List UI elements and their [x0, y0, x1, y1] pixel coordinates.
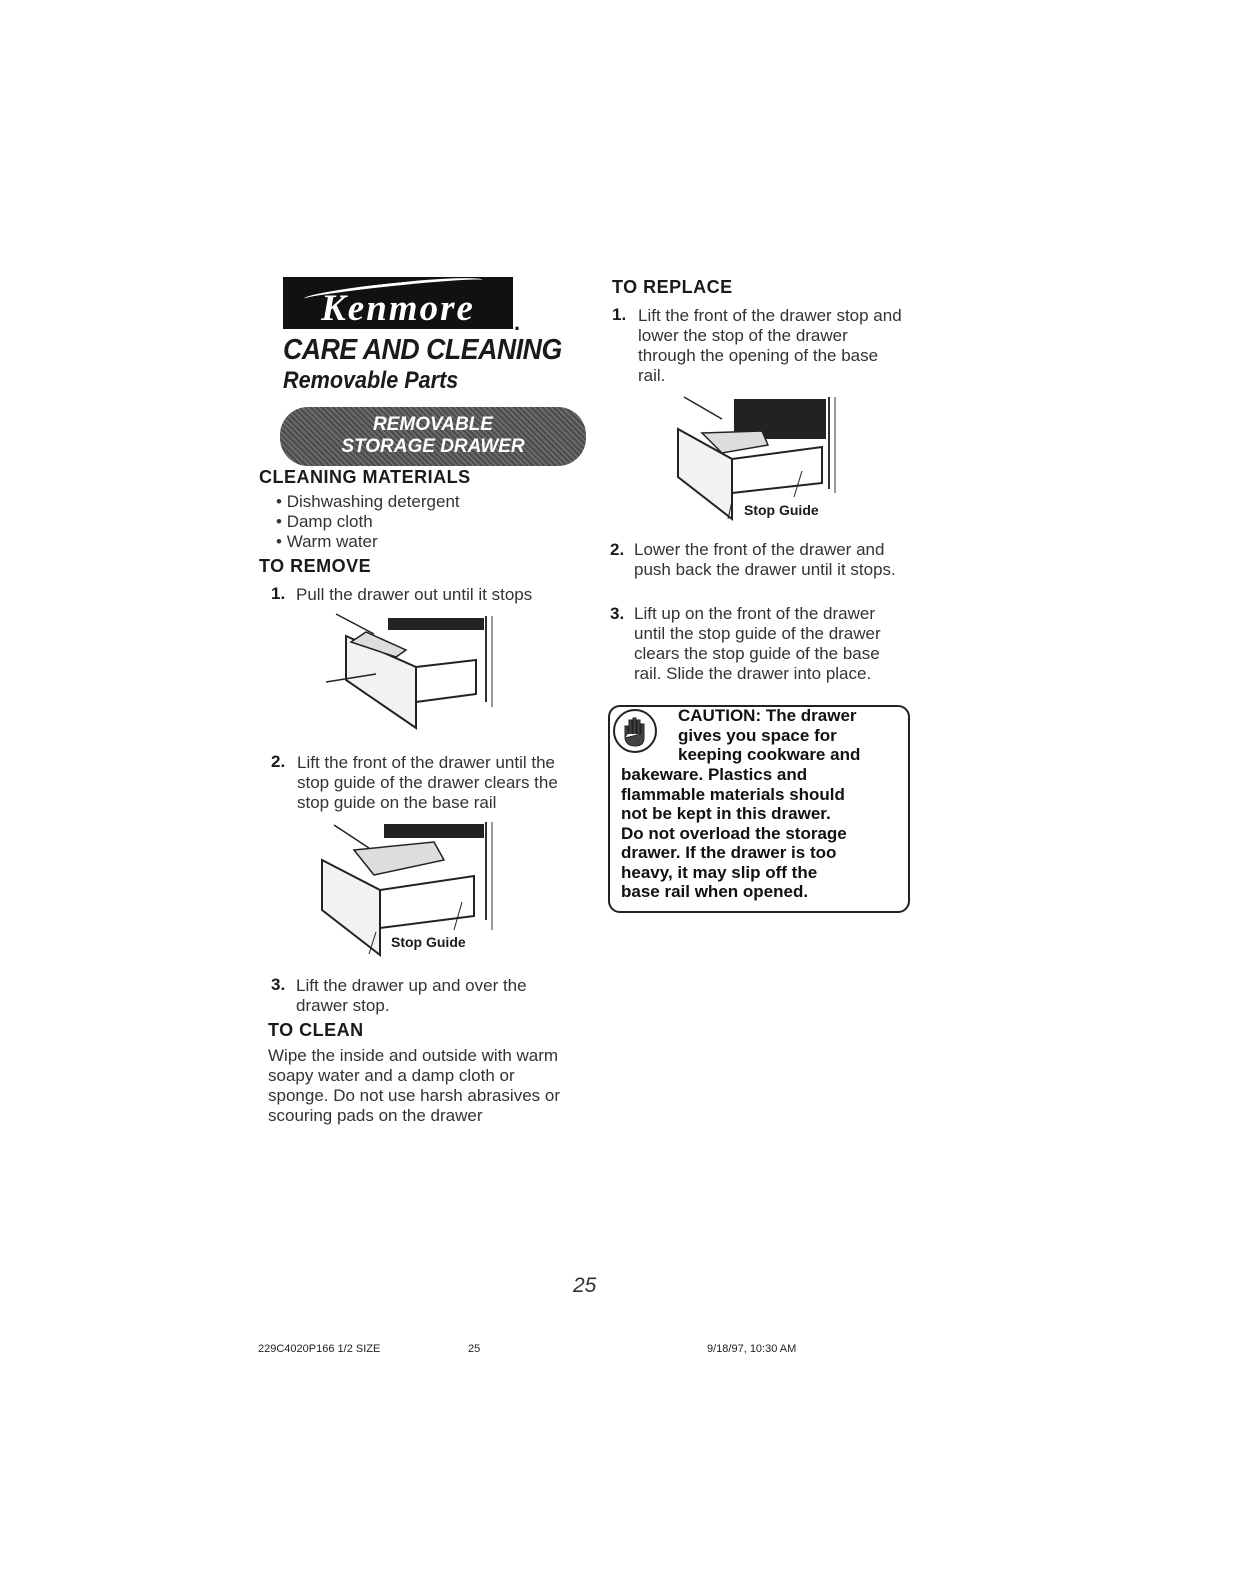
- footer-page: 25: [468, 1343, 481, 1355]
- stop-hand-icon: [612, 708, 658, 754]
- list-item: • Dishwashing detergent: [276, 492, 460, 512]
- step-number: 2.: [271, 752, 286, 771]
- replace-step-1: Lift the front of the drawer stop and lower the stop of the drawer through the opening of the base rail.: [638, 306, 902, 385]
- step-number: 3.: [610, 604, 625, 623]
- section-subtitle: Removable Parts: [283, 367, 459, 394]
- removable-storage-drawer-banner: [280, 407, 586, 466]
- caution-line: base rail when opened.: [621, 882, 809, 901]
- logo-dot: .: [514, 310, 521, 335]
- caution-line-3: keeping cookware and: [678, 745, 861, 764]
- caution-line: Do not overload the storage: [621, 824, 847, 843]
- list-item: • Damp cloth: [276, 512, 460, 532]
- cleaning-materials-heading: CLEANING MATERIALS: [259, 467, 471, 487]
- list-item: • Warm water: [276, 532, 460, 552]
- caution-line: flammable materials should: [621, 785, 845, 804]
- cleaning-materials-list: [276, 492, 460, 552]
- to-replace-heading: TO REPLACE: [612, 277, 733, 297]
- caution-line: bakeware. Plastics and: [621, 765, 808, 784]
- step-number: 3.: [271, 975, 286, 994]
- to-clean-text: Wipe the inside and outside with warm soapy water and a damp cloth or sponge. Do not use harsh abrasives or scouring pads on the drawer: [268, 1046, 561, 1125]
- banner-line-1: REMOVABLE: [373, 414, 493, 435]
- replace-step-2: Lower the front of the drawer and push back the drawer until it stops.: [634, 540, 896, 579]
- step-number: 1.: [271, 584, 286, 603]
- caution-line-1: CAUTION: The drawer: [678, 706, 857, 725]
- to-clean-heading: TO CLEAN: [268, 1020, 364, 1040]
- page-number: 25: [573, 1274, 597, 1297]
- remove-step-3: Lift the drawer up and over the drawer stop.: [296, 976, 527, 1015]
- stop-guide-label: Stop Guide: [391, 934, 466, 950]
- caution-line-2: gives you space for: [678, 726, 837, 745]
- step-number: 1.: [612, 305, 627, 324]
- caution-line: heavy, it may slip off the: [621, 863, 818, 882]
- banner-line-2: STORAGE DRAWER: [341, 436, 525, 457]
- kenmore-logo: Kenmore: [283, 277, 513, 329]
- caution-line: not be kept in this drawer.: [621, 804, 831, 823]
- drawer-pull-illustration: [326, 612, 496, 730]
- footer-timestamp: 9/18/97, 10:30 AM: [707, 1343, 797, 1355]
- remove-step-2: Lift the front of the drawer until the stop guide of the drawer clears the stop guide on the base rail: [297, 753, 558, 812]
- replace-step-3: Lift up on the front of the drawer until the stop guide of the drawer clears the stop guide of the base rail. Slide the drawer into place.: [634, 604, 881, 683]
- to-remove-heading: TO REMOVE: [259, 556, 372, 576]
- step-number: 2.: [610, 540, 625, 559]
- stop-guide-label: Stop Guide: [744, 502, 819, 518]
- remove-step-1: Pull the drawer out until it stops: [296, 585, 533, 604]
- caution-line: drawer. If the drawer is too: [621, 843, 837, 862]
- footer-doc-id: 229C4020P166 1/2 SIZE: [258, 1343, 381, 1355]
- section-title: CARE AND CLEANING: [283, 334, 562, 366]
